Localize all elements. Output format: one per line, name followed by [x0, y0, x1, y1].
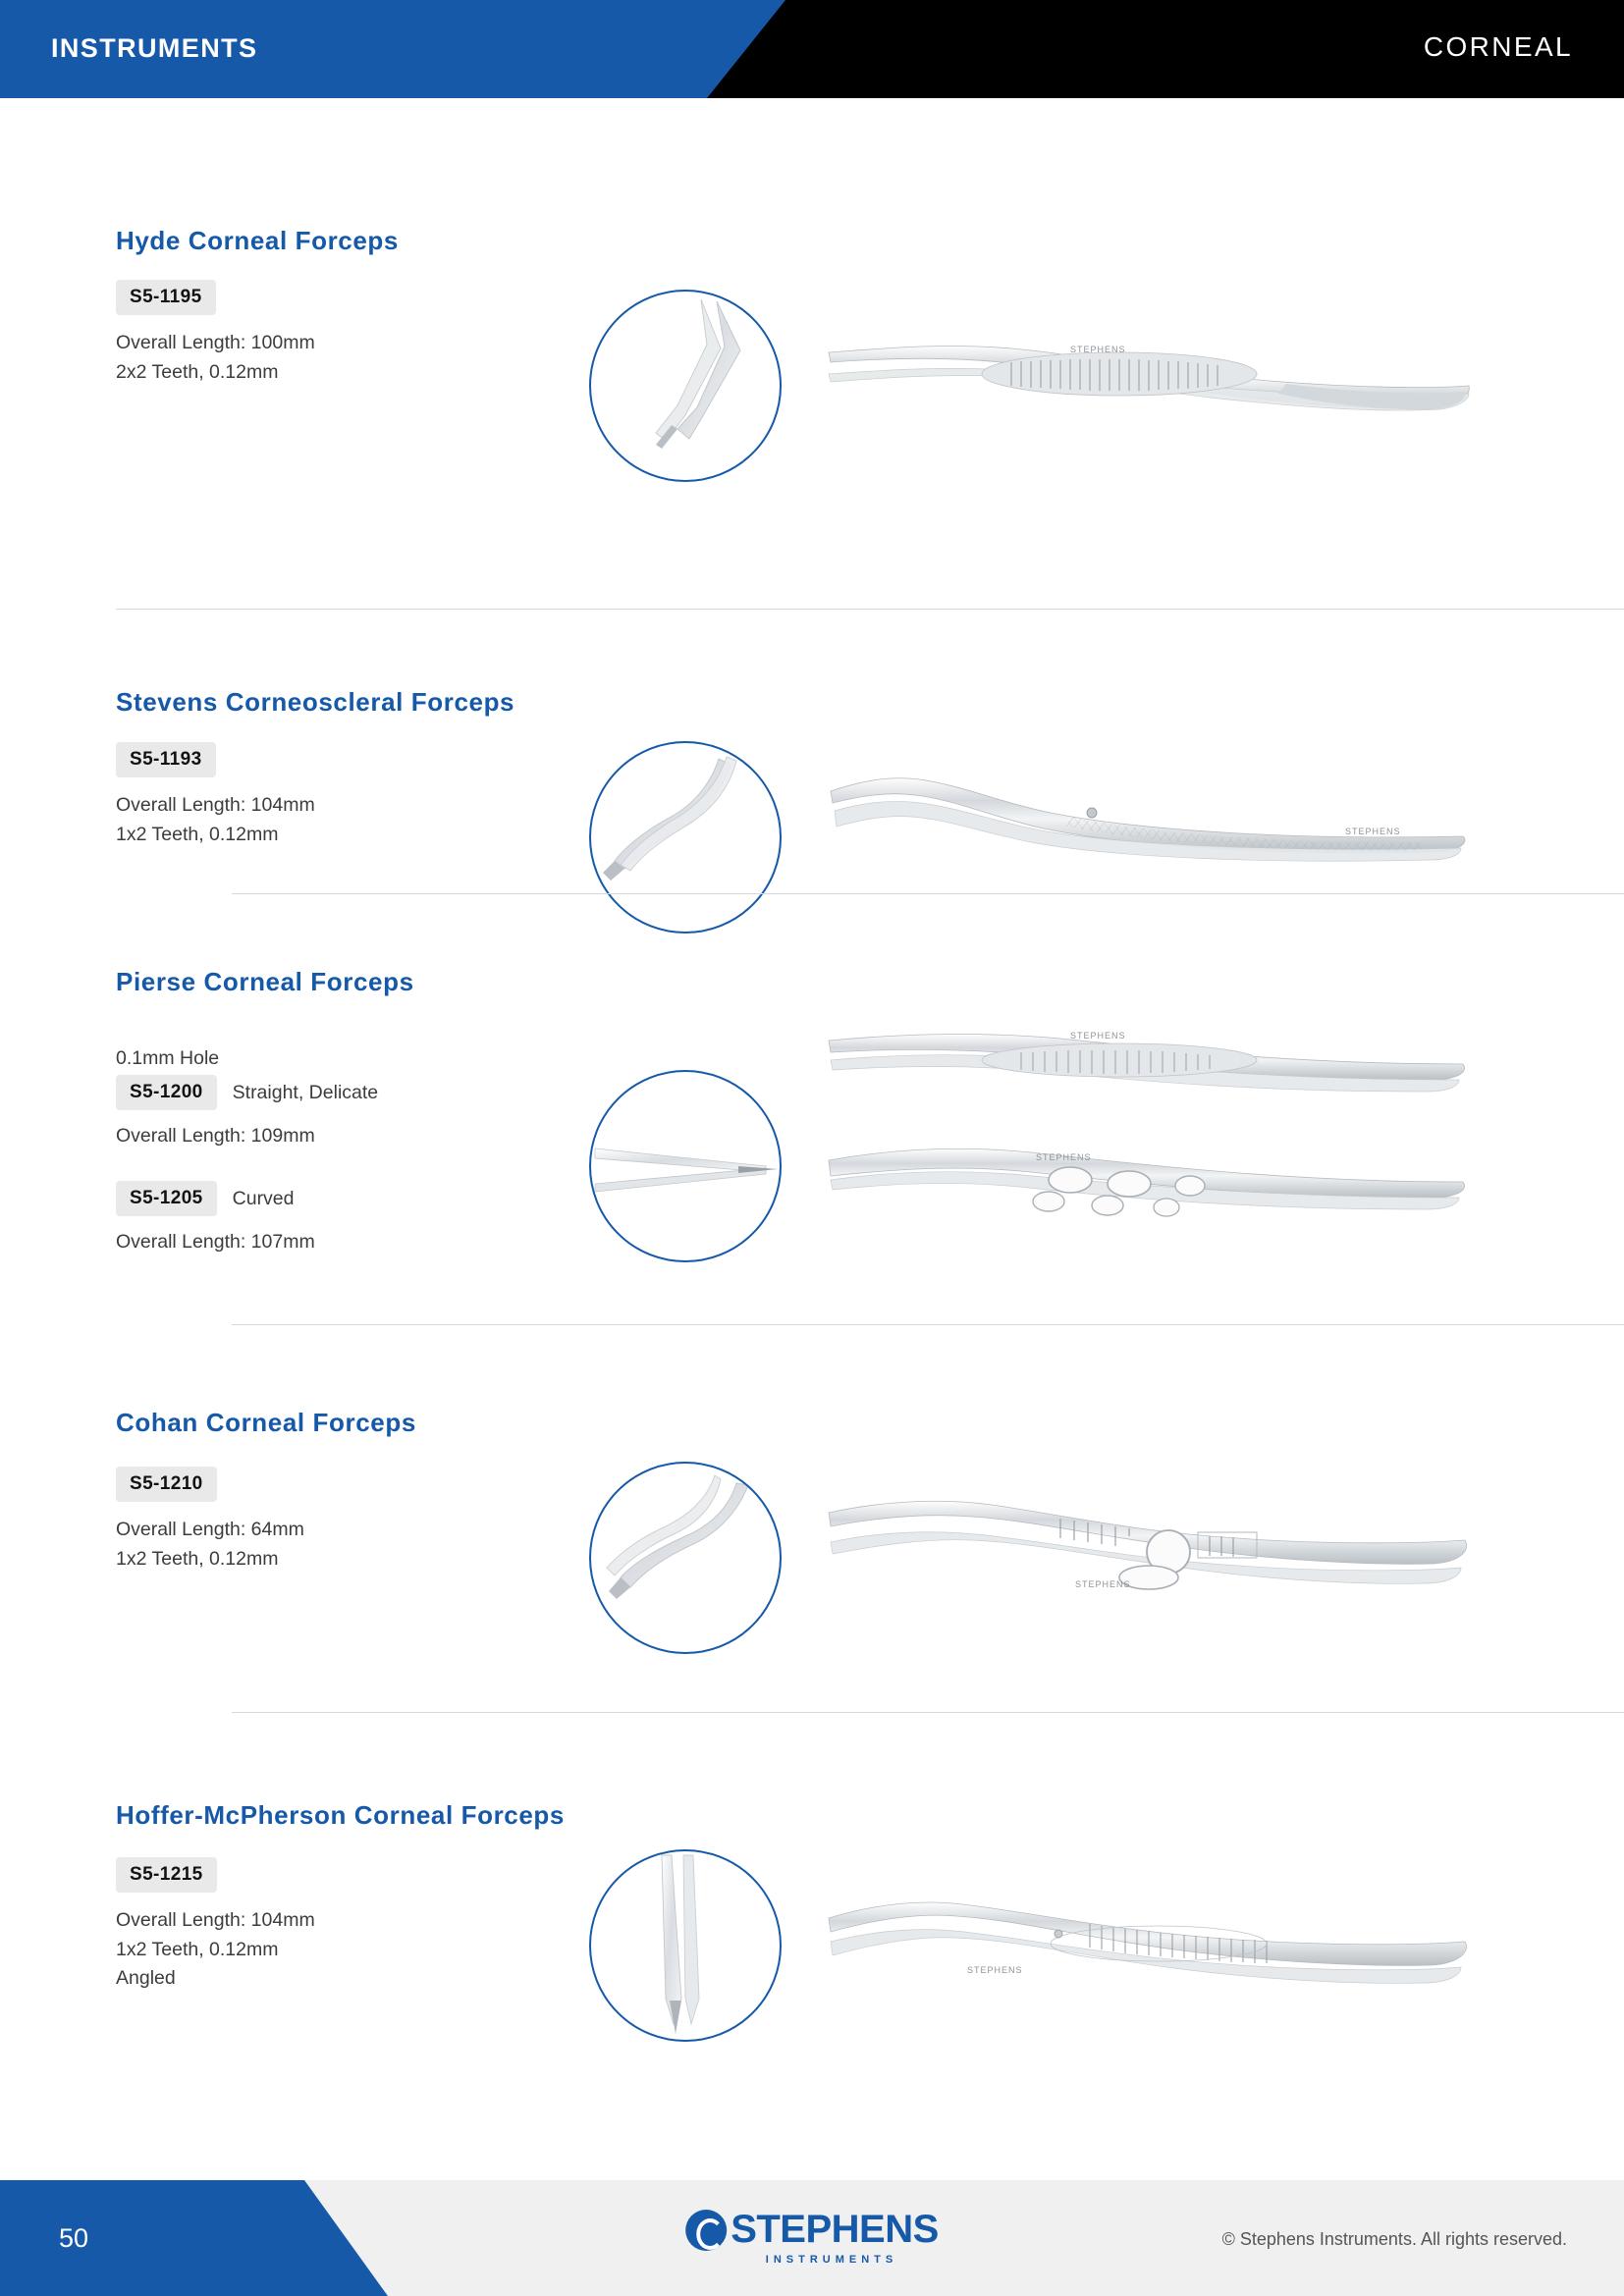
hoffer-mcpherson-forceps-tip-detail-icon [591, 1851, 782, 2042]
overall-length: Overall Length: 107mm [116, 1231, 315, 1253]
sku-description: Straight, Delicate [232, 1081, 379, 1103]
product-section-cohan [0, 1324, 1624, 1736]
pierse-corneal-forceps-curved-view-icon [825, 1127, 1473, 1235]
copyright-text: © Stephens Instruments. All rights reserved. [1221, 2229, 1567, 2249]
brand-stamp: STEPHENS [1070, 1031, 1126, 1041]
instrument-image [825, 756, 1473, 898]
hyde-corneal-forceps-full-view-icon [825, 309, 1473, 456]
overall-length: Overall Length: 100mm [116, 332, 315, 353]
instrument-image-straight [825, 1011, 1473, 1124]
teeth-spec: 2x2 Teeth, 0.12mm [116, 360, 279, 383]
cohan-forceps-tip-detail-icon [591, 1464, 782, 1654]
tip-detail-circle [589, 1070, 782, 1262]
tip-detail-circle [589, 290, 782, 482]
tip-detail-circle [589, 1462, 782, 1654]
logo-wordmark: STEPHENS [731, 2208, 939, 2251]
overall-length: Overall Length: 64mm [116, 1519, 304, 1540]
sku-block-2 [116, 1181, 315, 1255]
sku-block [116, 280, 315, 385]
teeth-spec: 1x2 Teeth, 0.12mm [116, 1938, 279, 1960]
stephens-logo-icon [685, 2210, 727, 2251]
overall-length: Overall Length: 104mm [116, 794, 315, 816]
corneal-forceps-tip-detail-icon [591, 292, 782, 482]
sku-block-1 [116, 1075, 378, 1149]
instrument-image [825, 309, 1473, 461]
product-title: Cohan Corneal Forceps [116, 1408, 416, 1437]
product-section-hyde [0, 133, 1624, 515]
sku-description: Curved [232, 1187, 295, 1209]
sku-badge: S5-1200 [116, 1075, 217, 1110]
brand-stamp: STEPHENS [1070, 345, 1126, 354]
sku-badge: S5-1193 [116, 742, 216, 777]
brand-stamp: STEPHENS [967, 1965, 1023, 1975]
instrument-image [825, 1879, 1473, 2021]
page-header [0, 0, 1624, 98]
page-footer [0, 2180, 1624, 2296]
pierse-corneal-forceps-full-view-icon [825, 1011, 1473, 1119]
header-category-title: CORNEAL [1423, 31, 1573, 62]
product-title: Hyde Corneal Forceps [116, 226, 399, 255]
angle-spec: Angled [116, 1967, 176, 1990]
product-section-pierse [0, 893, 1624, 1325]
sku-badge: S5-1215 [116, 1857, 217, 1893]
product-section-hoffer-mcpherson [0, 1712, 1624, 2124]
sku-block [116, 1467, 304, 1572]
logo-subtext: INSTRUMENTS [765, 2254, 898, 2266]
product-title: Hoffer-McPherson Corneal Forceps [116, 1800, 565, 1830]
instrument-image-curved [825, 1127, 1473, 1240]
sku-badge: S5-1195 [116, 280, 216, 315]
teeth-spec: 1x2 Teeth, 0.12mm [116, 823, 279, 845]
brand-stamp: STEPHENS [1075, 1579, 1131, 1589]
product-title: Pierse Corneal Forceps [116, 967, 414, 996]
product-note: 0.1mm Hole [116, 1047, 220, 1069]
product-title: Stevens Corneoscleral Forceps [116, 687, 515, 717]
teeth-spec: 1x2 Teeth, 0.12mm [116, 1547, 279, 1570]
sku-block [116, 1857, 315, 1992]
sku-badge: S5-1205 [116, 1181, 217, 1216]
overall-length: Overall Length: 109mm [116, 1125, 315, 1147]
brand-stamp: STEPHENS [1345, 827, 1401, 836]
instrument-image [825, 1471, 1473, 1633]
brand-stamp: STEPHENS [1036, 1152, 1092, 1162]
tip-detail-circle [589, 1849, 782, 2042]
cohan-corneal-forceps-full-view-icon [825, 1471, 1473, 1629]
hoffer-mcpherson-corneal-forceps-full-view-icon [825, 1879, 1473, 2016]
sku-block [116, 742, 315, 847]
sku-badge: S5-1210 [116, 1467, 217, 1502]
overall-length: Overall Length: 104mm [116, 1909, 315, 1931]
footer-logo [685, 2208, 939, 2266]
pierse-forceps-tip-detail-icon [591, 1072, 782, 1262]
page-number: 50 [59, 2223, 89, 2253]
header-section-title: INSTRUMENTS [51, 33, 258, 63]
stevens-corneoscleral-forceps-full-view-icon [825, 756, 1473, 893]
